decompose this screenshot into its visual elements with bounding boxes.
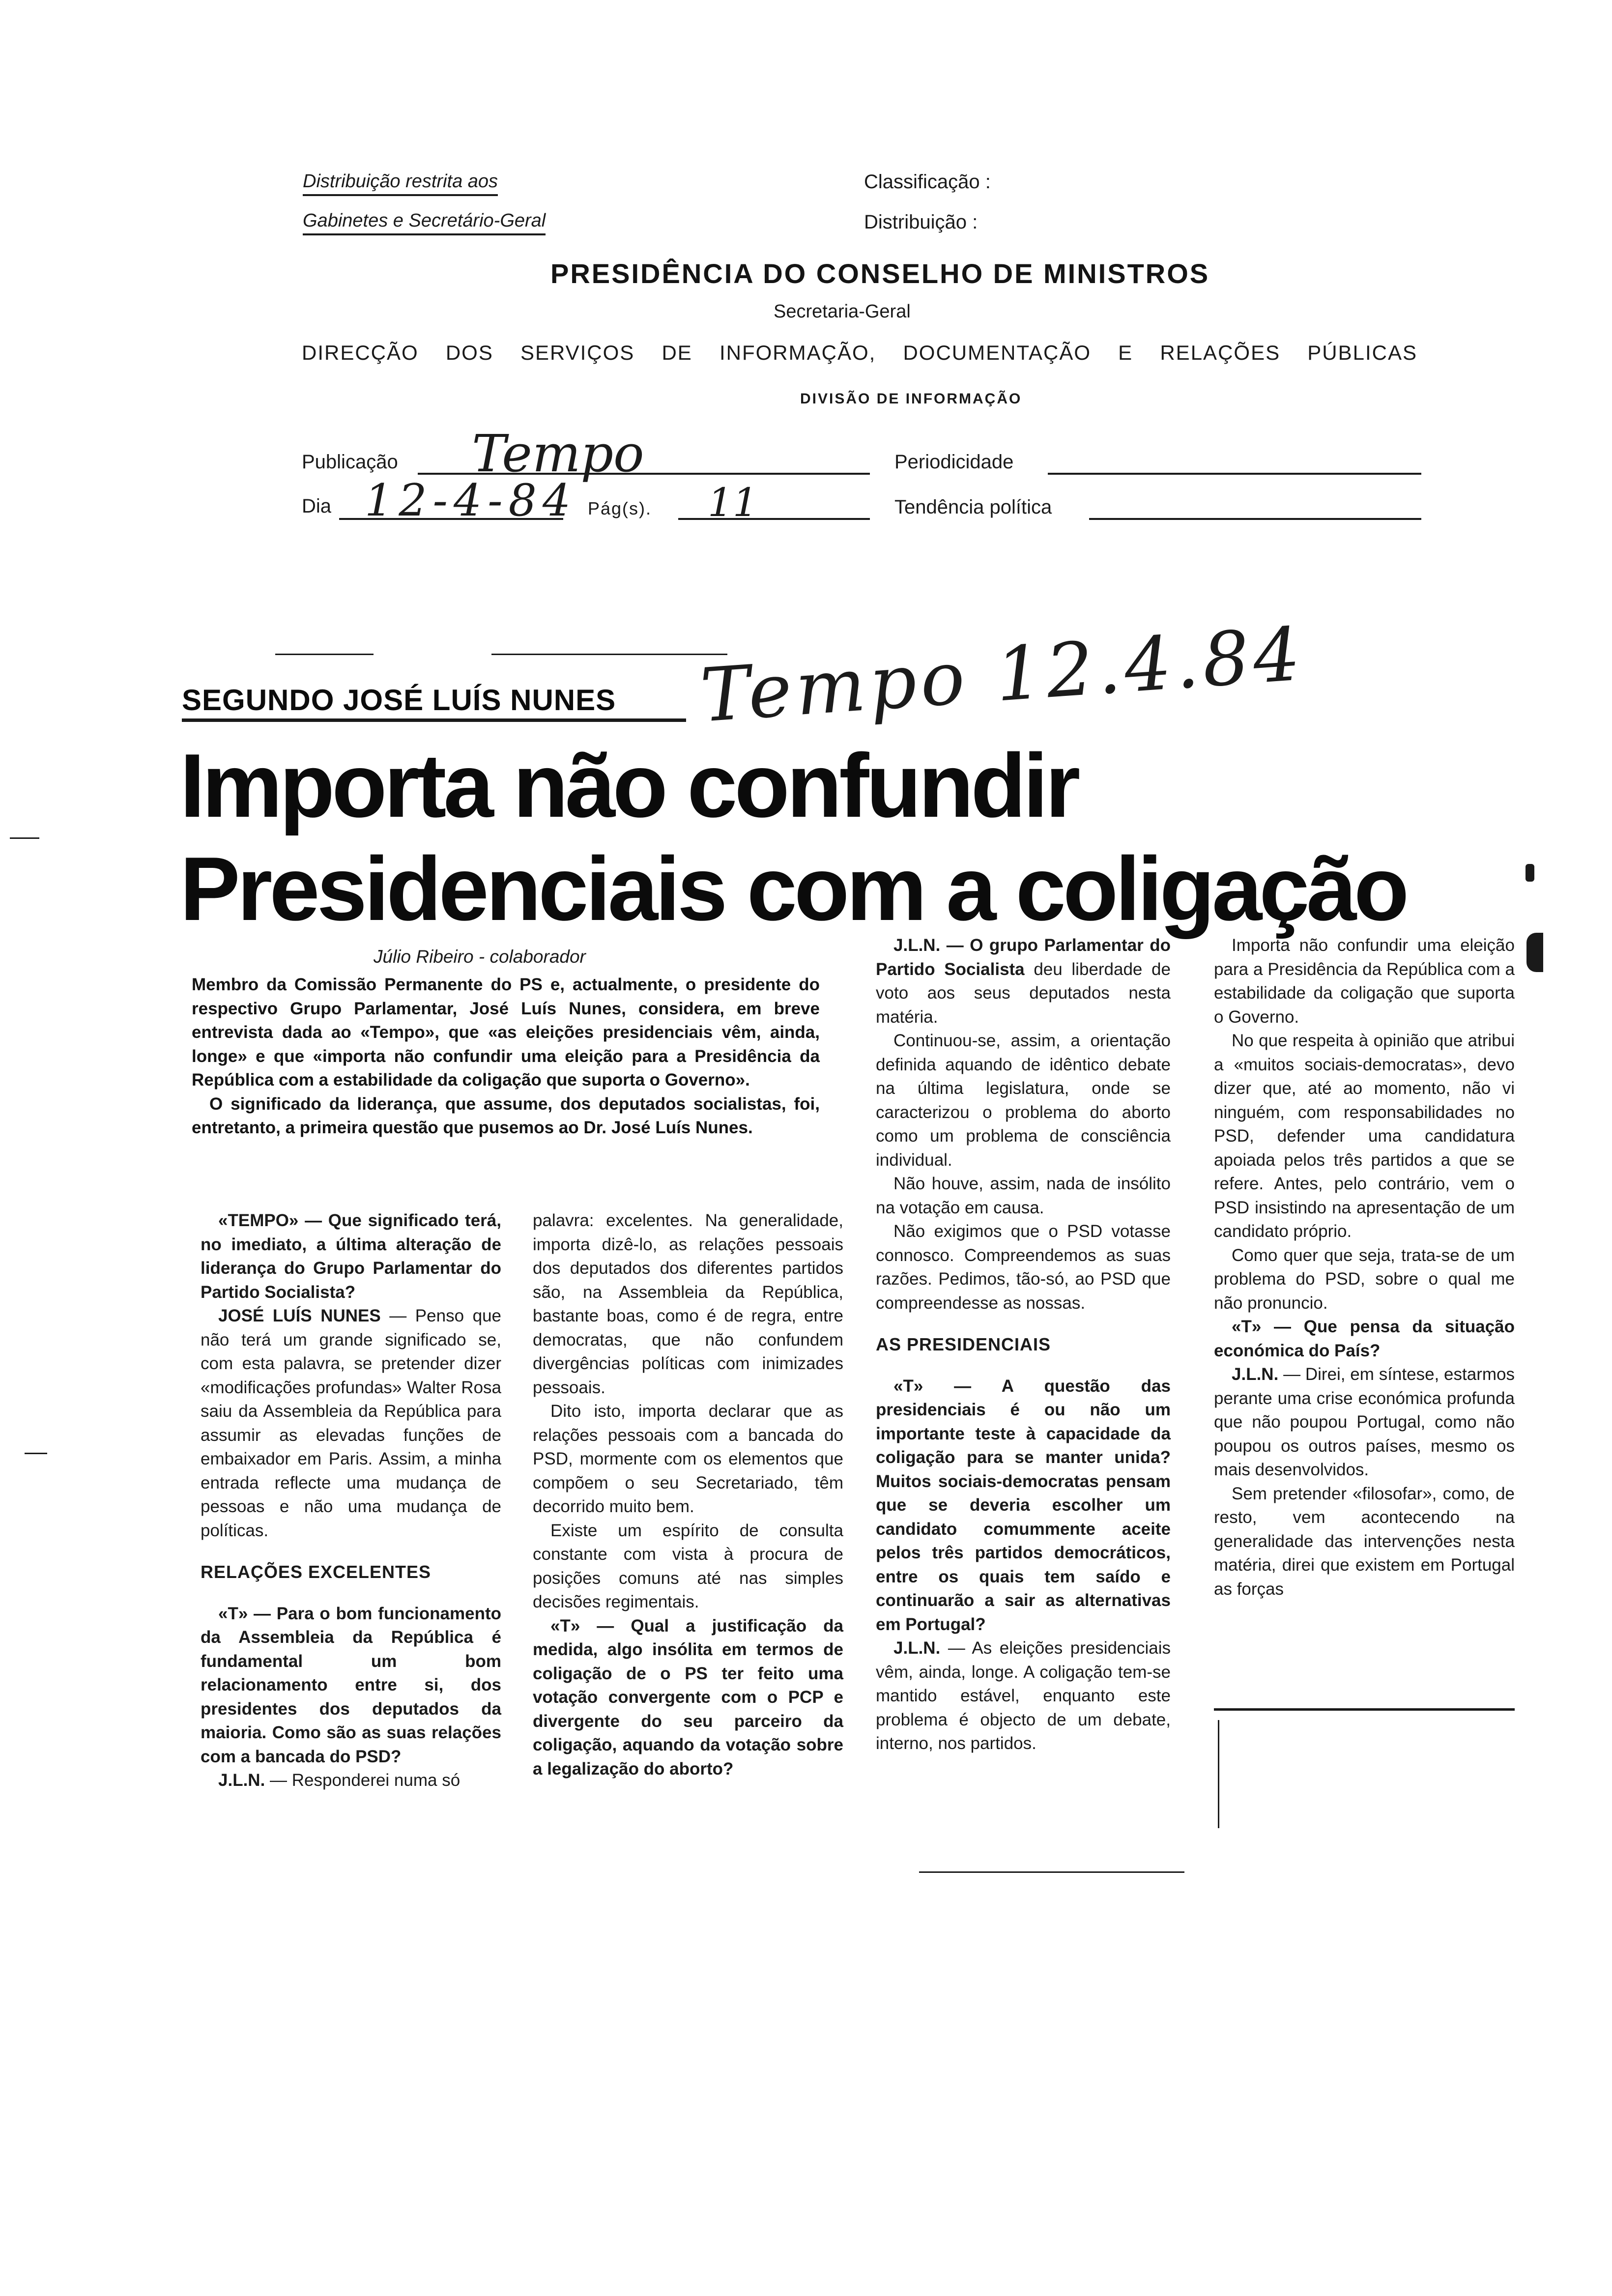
- paragraph: Existe um espírito de consulta constante com vista à procura de posições comuns até nas simples decisões regimentais.: [533, 1521, 843, 1611]
- distribution-restriction-line2: Gabinetes e Secretário-Geral: [303, 210, 546, 235]
- day-handwritten-value: 12-4-84: [365, 475, 577, 526]
- institution-title: PRESIDÊNCIA DO CONSELHO DE MINISTROS: [550, 258, 1210, 289]
- question-5: «T» — Que pensa da situação económica do País?: [1214, 1317, 1515, 1360]
- paragraph: Sem pretender «filosofar», como, de resto, vem acontecendo na generalidade das intervenções nesta matéria, direi que existem em Portugal as forças: [1214, 1484, 1515, 1599]
- pages-field-line: [678, 518, 870, 520]
- article-column-1: [201, 1209, 501, 1793]
- scan-speck: [1526, 864, 1534, 882]
- decorative-rule: [491, 654, 727, 655]
- lead-paragraph: Membro da Comissão Permanente do PS e, actualmente, o presidente do respectivo Grupo Parlamentar, José Luís Nunes, considera, em breve entrevista dada ao «Tempo», que «as eleições presidenciais vêm, ainda, longe» e que «importa não confundir uma eleição para a Presidência da República com a estabilidade da coligação que suporta o Governo».: [192, 975, 820, 1090]
- question-3: «T» — Qual a justificação da medida, algo insólita em termos de coligação de o PS ter feito uma votação convergente com o PCP e divergente do seu parceiro da coligação, aquando da votação sobre a legalização do aborto?: [533, 1616, 843, 1779]
- speaker-name: J.L.N.: [893, 936, 941, 955]
- headline-line2: Presidenciais com a coligação: [180, 838, 1407, 939]
- kicker-underline: [182, 718, 686, 722]
- article-column-4: [1214, 934, 1515, 1601]
- directorate-title: DIRECÇÃO DOS SERVIÇOS DE INFORMAÇÃO, DOCUMENTAÇÃO E RELAÇÕES PÚBLICAS: [302, 341, 1417, 364]
- pages-handwritten-value: 11: [708, 480, 758, 525]
- speaker-name: JOSÉ LUÍS NUNES: [218, 1306, 381, 1325]
- section-heading-presidenciais: AS PRESIDENCIAIS: [876, 1334, 1051, 1354]
- answer-4: — As eleições presidenciais vêm, ainda, longe. A coligação tem-se mantido estável, enquanto este problema é objecto de um debate, interno, nos partidos.: [876, 1638, 1171, 1753]
- paragraph: Dito isto, importa declarar que as relações pessoais com a bancada do PSD, mormente com os elementos que compõem o seu Secretariado, têm decorrido muito bem.: [533, 1402, 843, 1516]
- paragraph: Continuou-se, assim, a orientação definida aquando de idêntico debate na última legislatura, onde se caracterizou o problema do aborto como um problema de consciência individual.: [876, 1031, 1171, 1170]
- publication-label: Publicação: [302, 451, 398, 473]
- answer-5: — Direi, em síntese, estarmos perante uma crise económica profunda que não poupou Portugal, como não poupou os outros países, mesmo os mais desenvolvidos.: [1214, 1365, 1515, 1479]
- answer-1: — Penso que não terá um grande significado se, com esta palavra, se pretender dizer «modificações profundas» Walter Rosa saiu da Assembleia da República para assumir as elevadas funções de embaixador em Paris. Assim, a minha entrada reflecte uma mudança de pessoas e não uma mudança de políticas.: [201, 1306, 501, 1540]
- answer-3-bold: — O grupo Parlamentar do Partido Socialista: [876, 936, 1171, 979]
- pages-label: Pág(s).: [588, 498, 652, 518]
- periodicity-label: Periodicidade: [894, 451, 1014, 473]
- distribution-label: Distribuição :: [864, 211, 978, 233]
- paragraph: No que respeita à opinião que atribui a «muitos sociais-democratas», devo dizer que, até ao momento, não vi ninguém, com responsabilidades no PSD, defender uma candidatura apoiada pelos três partidos a que se refere. Antes, pelo contrário, vem o PSD insistindo na apresentação de um candidato próprio.: [1214, 1031, 1515, 1241]
- tendency-label: Tendência política: [894, 496, 1052, 518]
- question-4: «T» — A questão das presidenciais é ou não um importante teste à capacidade da coligação para se manter unida? Muitos sociais-democratas pensam que se deveria escolher um candidato comummente aceite pelos três partidos democráticos, entre os quais tem saído e continuarão a sair as alternativas em Portugal?: [876, 1376, 1171, 1634]
- headline-line1: Importa não confundir: [180, 735, 1078, 836]
- answer-2-continued: palavra: excelentes. Na generalidade, importa dizê-lo, as relações pessoais dos deputados dos diferentes partidos são, na Assembleia da República, bastante boas, como é de regra, entre democratas, que não confundem divergências políticas com inimizades pessoais.: [533, 1211, 843, 1397]
- byline: Júlio Ribeiro - colaborador: [374, 947, 586, 967]
- secretariat-title: Secretaria-Geral: [774, 301, 911, 322]
- scan-speck: [10, 837, 39, 839]
- paragraph: Não houve, assim, nada de insólito na votação em causa.: [876, 1174, 1171, 1217]
- article-column-2: [533, 1209, 843, 1781]
- scan-speck: [25, 1453, 47, 1454]
- scan-speck: [1526, 933, 1543, 972]
- paragraph: Como quer que seja, trata-se de um problema do PSD, sobre o qual me não pronuncio.: [1214, 1245, 1515, 1313]
- handwritten-source-note: Tempo 12.4.84: [698, 611, 1307, 739]
- article-kicker: SEGUNDO JOSÉ LUÍS NUNES: [182, 684, 616, 717]
- periodicity-field-line: [1048, 473, 1421, 475]
- distribution-restriction-line1: Distribuição restrita aos: [303, 171, 498, 196]
- question-2: «T» — Para o bom funcionamento da Assembleia da República é fundamental um bom relacionamento entre si, dos presidentes dos deputados da maioria. Como são as suas relações com a bancada do PSD?: [201, 1604, 501, 1766]
- speaker-name: J.L.N.: [218, 1771, 265, 1790]
- lead-paragraph-2: O significado da liderança, que assume, dos deputados socialistas, foi, entretanto, a primeira questão que pusemos ao Dr. José Luís Nunes.: [192, 1094, 820, 1137]
- speaker-name: J.L.N.: [893, 1638, 941, 1658]
- answer-2-start: — Responderei numa só: [265, 1771, 461, 1790]
- scan-edge-mark: [1218, 1720, 1219, 1828]
- decorative-rule: [275, 654, 374, 655]
- day-label: Dia: [302, 495, 332, 517]
- answer-3: deu liberdade de voto aos seus deputados nesta matéria.: [876, 959, 1171, 1027]
- division-title: DIVISÃO DE INFORMAÇÃO: [800, 391, 1022, 407]
- tendency-field-line: [1089, 518, 1421, 520]
- column-end-rule: [919, 1871, 1184, 1873]
- question-1: «TEMPO» — Que significado terá, no imediato, a última alteração de liderança do Grupo Parlamentar do Partido Socialista?: [201, 1211, 501, 1302]
- classification-label: Classificação :: [864, 171, 991, 193]
- paragraph: Importa não confundir uma eleição para a Presidência da República com a estabilidade da coligação que suporta o Governo.: [1214, 936, 1515, 1027]
- section-heading-relacoes: RELAÇÕES EXCELENTES: [201, 1562, 432, 1582]
- paragraph: Não exigimos que o PSD votasse connosco. Compreendemos as suas razões. Pedimos, tão-só, ao PSD que compreendesse as nossas.: [876, 1222, 1171, 1313]
- speaker-name: J.L.N.: [1232, 1365, 1279, 1384]
- column-end-rule: [1214, 1708, 1515, 1711]
- publication-handwritten-value: Tempo: [472, 424, 644, 484]
- article-lead: [192, 973, 820, 1140]
- article-column-3: [876, 934, 1171, 1756]
